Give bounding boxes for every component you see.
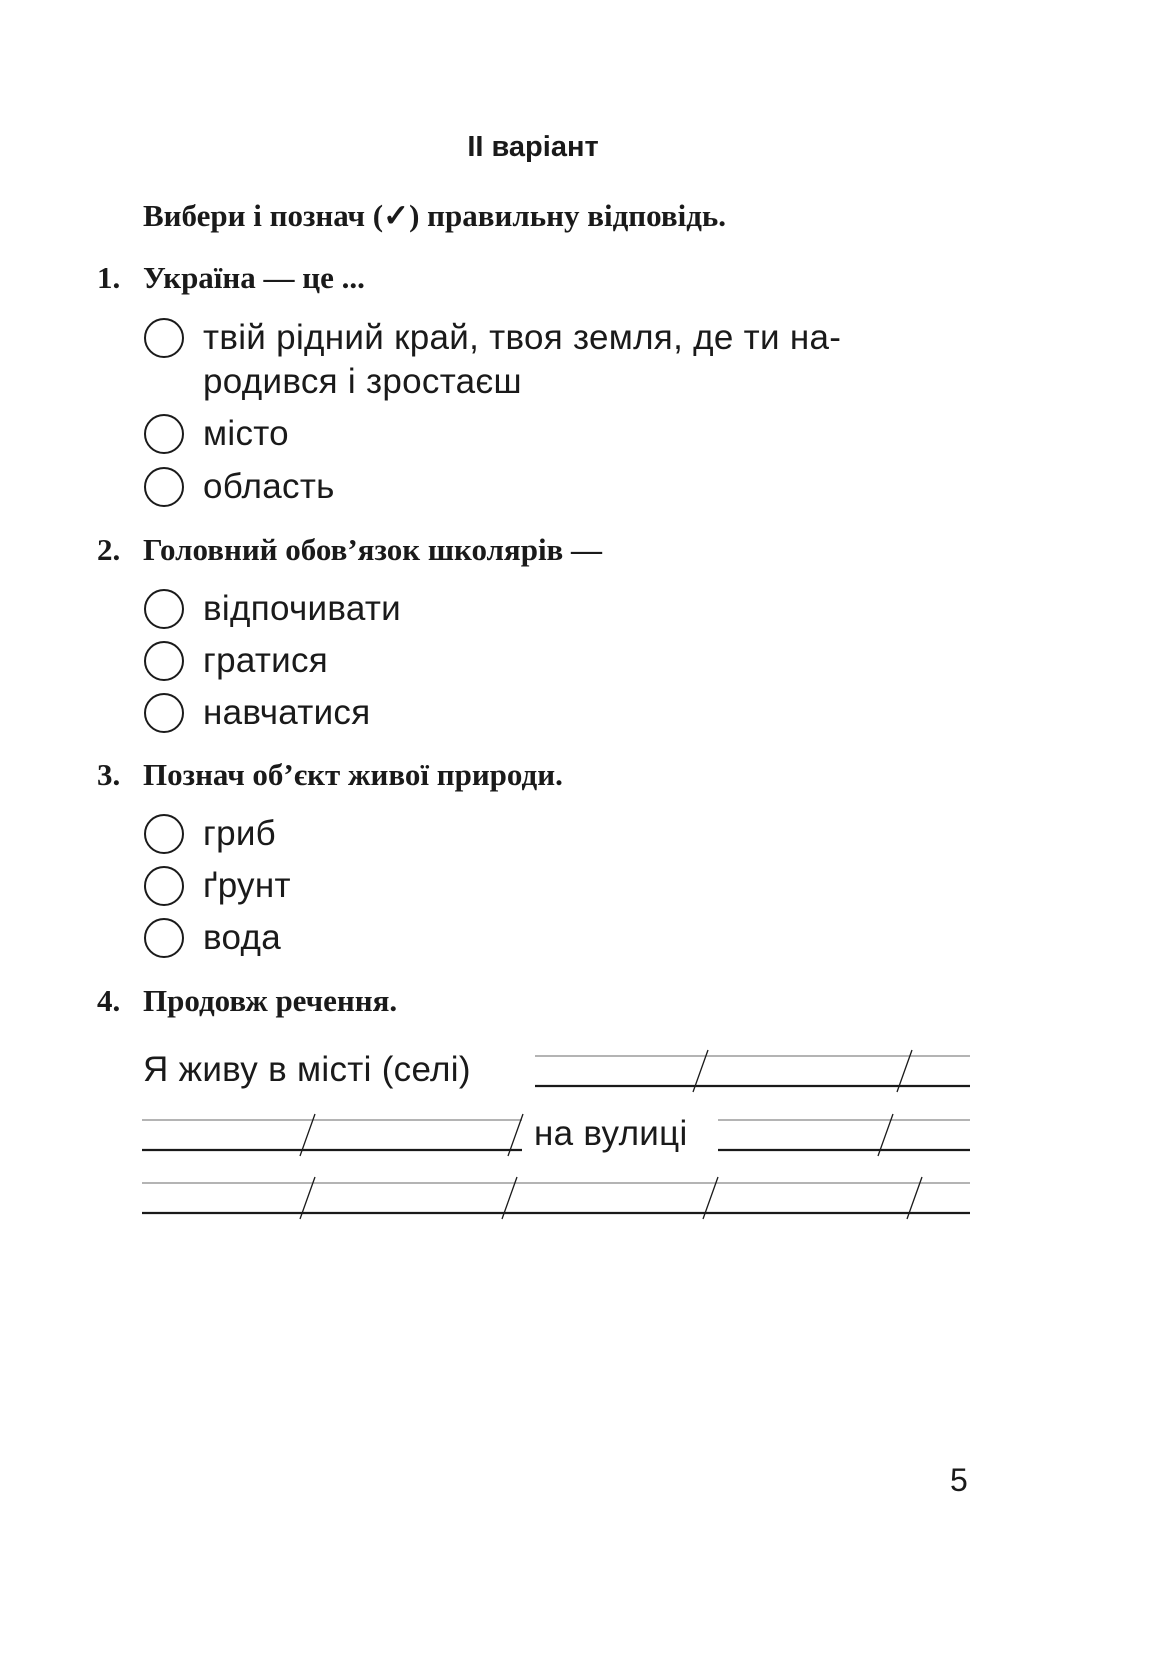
question-number: 3. — [97, 757, 121, 792]
option-label: навчатися — [203, 693, 371, 732]
question-text: Головний обов’язок школярів — — [143, 532, 603, 567]
option-label: область — [203, 467, 335, 506]
instruction: Вибери і познач (✓) правильну відповідь. — [143, 198, 727, 233]
option-label: гриб — [203, 814, 277, 853]
question-number: 1. — [97, 260, 121, 295]
option-label: твій рідний край, твоя земля, де ти на- — [203, 318, 842, 357]
option-label: місто — [203, 414, 289, 453]
option-label: відпочивати — [203, 589, 402, 628]
option-label: вода — [203, 918, 281, 957]
option-label: гратися — [203, 641, 329, 680]
option-label: ґрунт — [203, 866, 291, 905]
question-text: Україна — це ... — [143, 260, 365, 295]
question-number: 4. — [97, 983, 121, 1018]
sentence-start: Я живу в місті (селі) — [143, 1050, 471, 1089]
question-text: Познач об’єкт живої природи. — [143, 757, 563, 792]
page-number: 5 — [950, 1462, 968, 1498]
sentence-mid: на вулиці — [534, 1114, 688, 1153]
question-number: 2. — [97, 532, 121, 567]
question-text: Продовж речення. — [143, 983, 398, 1018]
variant-title: II варіант — [467, 131, 599, 163]
option-label-continued: родився і зростаєш — [203, 362, 522, 401]
